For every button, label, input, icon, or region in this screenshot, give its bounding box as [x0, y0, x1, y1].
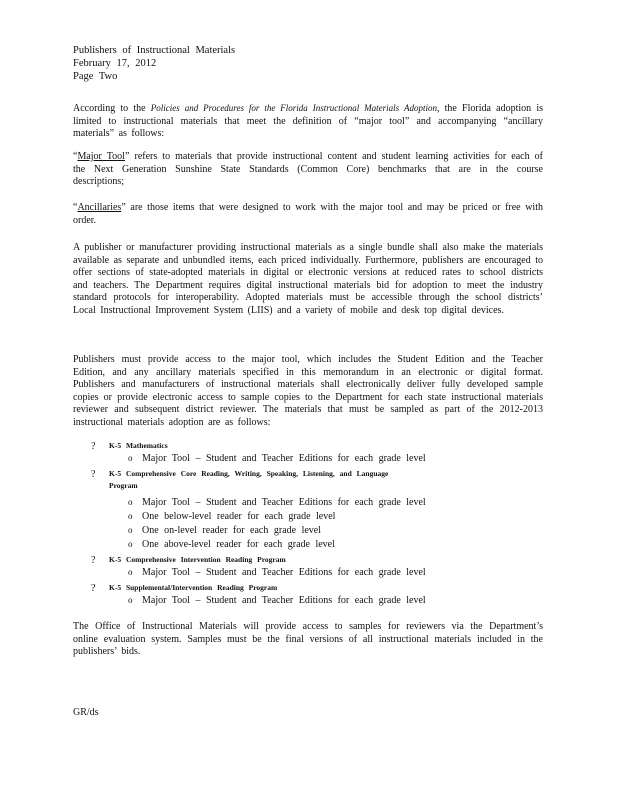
sub-bullet-mark: o [128, 567, 133, 577]
intro-paragraph [73, 102, 543, 141]
header-recipient: Publishers of Instructional Materials [73, 45, 236, 56]
list-subitem [128, 496, 426, 509]
office-paragraph: The Office of Instructional Materials will provide access to samples for reviewers via the Department’s online evaluation system. Samples must be the final versions of all instructional materials included in the publishers’ bids. [73, 621, 543, 657]
list-heading: K-5 Comprehensive Core Reading, Writing, Speaking, Listening, and Language [109, 469, 389, 478]
list-heading: K-5 Supplemental/Intervention Reading Program [109, 583, 278, 592]
list-subitem [128, 538, 335, 551]
list-subitem [128, 510, 335, 523]
sub-bullet-mark: o [128, 525, 133, 535]
access-paragraph: Publishers must provide access to the major tool, which includes the Student Edition and the Teacher Edition, and any ancillary materials specified in this memorandum in an electronic or digital format. Publishers and manufacturers of instructional materials shall electronically deliver fully developed sample copies or provide electronic access to sample copies to the Department for each state instructional materials reviewer and subsequent district reviewer. The materials that must be sampled as part of the 2012-2013 instructional materials adoption are as follows: [73, 354, 543, 428]
major-tool-text: refers to materials that provide instructional content and student learning activities for each of the Next Generation Sunshine State Standards (Common Core) benchmarks that are in the course descriptions; [73, 151, 543, 187]
subitem-text: Major Tool – Student and Teacher Editions for each grade level [142, 497, 426, 508]
intro-text-end: , the Florida adoption is limited to instructional materials that meet the definition of “major tool” and accompanying “ancillary materials” as follows: [73, 103, 543, 139]
ancillaries-term: Ancillaries [77, 202, 122, 213]
list-heading: K-5 Comprehensive Intervention Reading Program [109, 555, 286, 564]
header-page: Page Two [73, 71, 118, 82]
sub-bullet-mark: o [128, 539, 133, 549]
major-tool-definition: “Major Tool” refers to materials that provide instructional content and student learning activities for each of the Next Generation Sunshine State Standards (Common Core) benchmarks that are in the course descriptions; [73, 151, 543, 187]
ancillaries-text: are those items that were designed to work with the major tool and may be priced or free with order. [73, 202, 543, 226]
header-date: February 17, 2012 [73, 58, 157, 69]
list-subitem [128, 566, 426, 579]
sub-bullet-mark: o [128, 511, 133, 521]
sub-bullet-mark: o [128, 453, 133, 463]
sub-bullet-mark: o [128, 595, 133, 605]
list-subitem [128, 452, 426, 465]
list-heading: K-5 Mathematics [109, 441, 168, 450]
subitem-text: Major Tool – Student and Teacher Editions for each grade level [142, 453, 426, 464]
bullet-mark: ? [91, 469, 96, 480]
policy-title: Policies and Procedures for the Florida Instructional Materials Adoption [150, 103, 437, 113]
list-heading-continued: Program [109, 481, 138, 490]
subitem-text: Major Tool – Student and Teacher Editions for each grade level [142, 595, 426, 606]
list-subitem [128, 594, 426, 607]
publisher-paragraph: A publisher or manufacturer providing instructional materials as a single bundle shall also make the materials available as separate and unbundled items, each priced individually. Furthermore, publishers are encouraged to offer sections of state-adopted materials in digital or electronic versions at reduced rates to school districts and teachers. The Department requires digital instructional materials bid for adoption to meet the industry standard protocols for interoperability. Adopted materials must be accessible through the school districts’ Local Instructional Improvement System (LIIS) and a variety of mobile and desk top digital devices. [73, 242, 543, 316]
sub-bullet-mark: o [128, 497, 133, 507]
signature-initials: GR/ds [73, 707, 99, 718]
major-tool-term: Major Tool [77, 151, 125, 162]
bullet-mark: ? [91, 583, 96, 594]
subitem-text: One above-level reader for each grade level [142, 539, 335, 550]
bullet-mark: ? [91, 555, 96, 566]
list-subitem [128, 524, 321, 537]
intro-text-start: According to the [73, 103, 151, 114]
bullet-mark: ? [91, 441, 96, 452]
subitem-text: Major Tool – Student and Teacher Editions for each grade level [142, 567, 426, 578]
ancillaries-definition: “Ancillaries” are those items that were designed to work with the major tool and may be priced or free with order. [73, 202, 543, 226]
subitem-text: One on-level reader for each grade level [142, 525, 322, 536]
subitem-text: One below-level reader for each grade level [142, 511, 336, 522]
